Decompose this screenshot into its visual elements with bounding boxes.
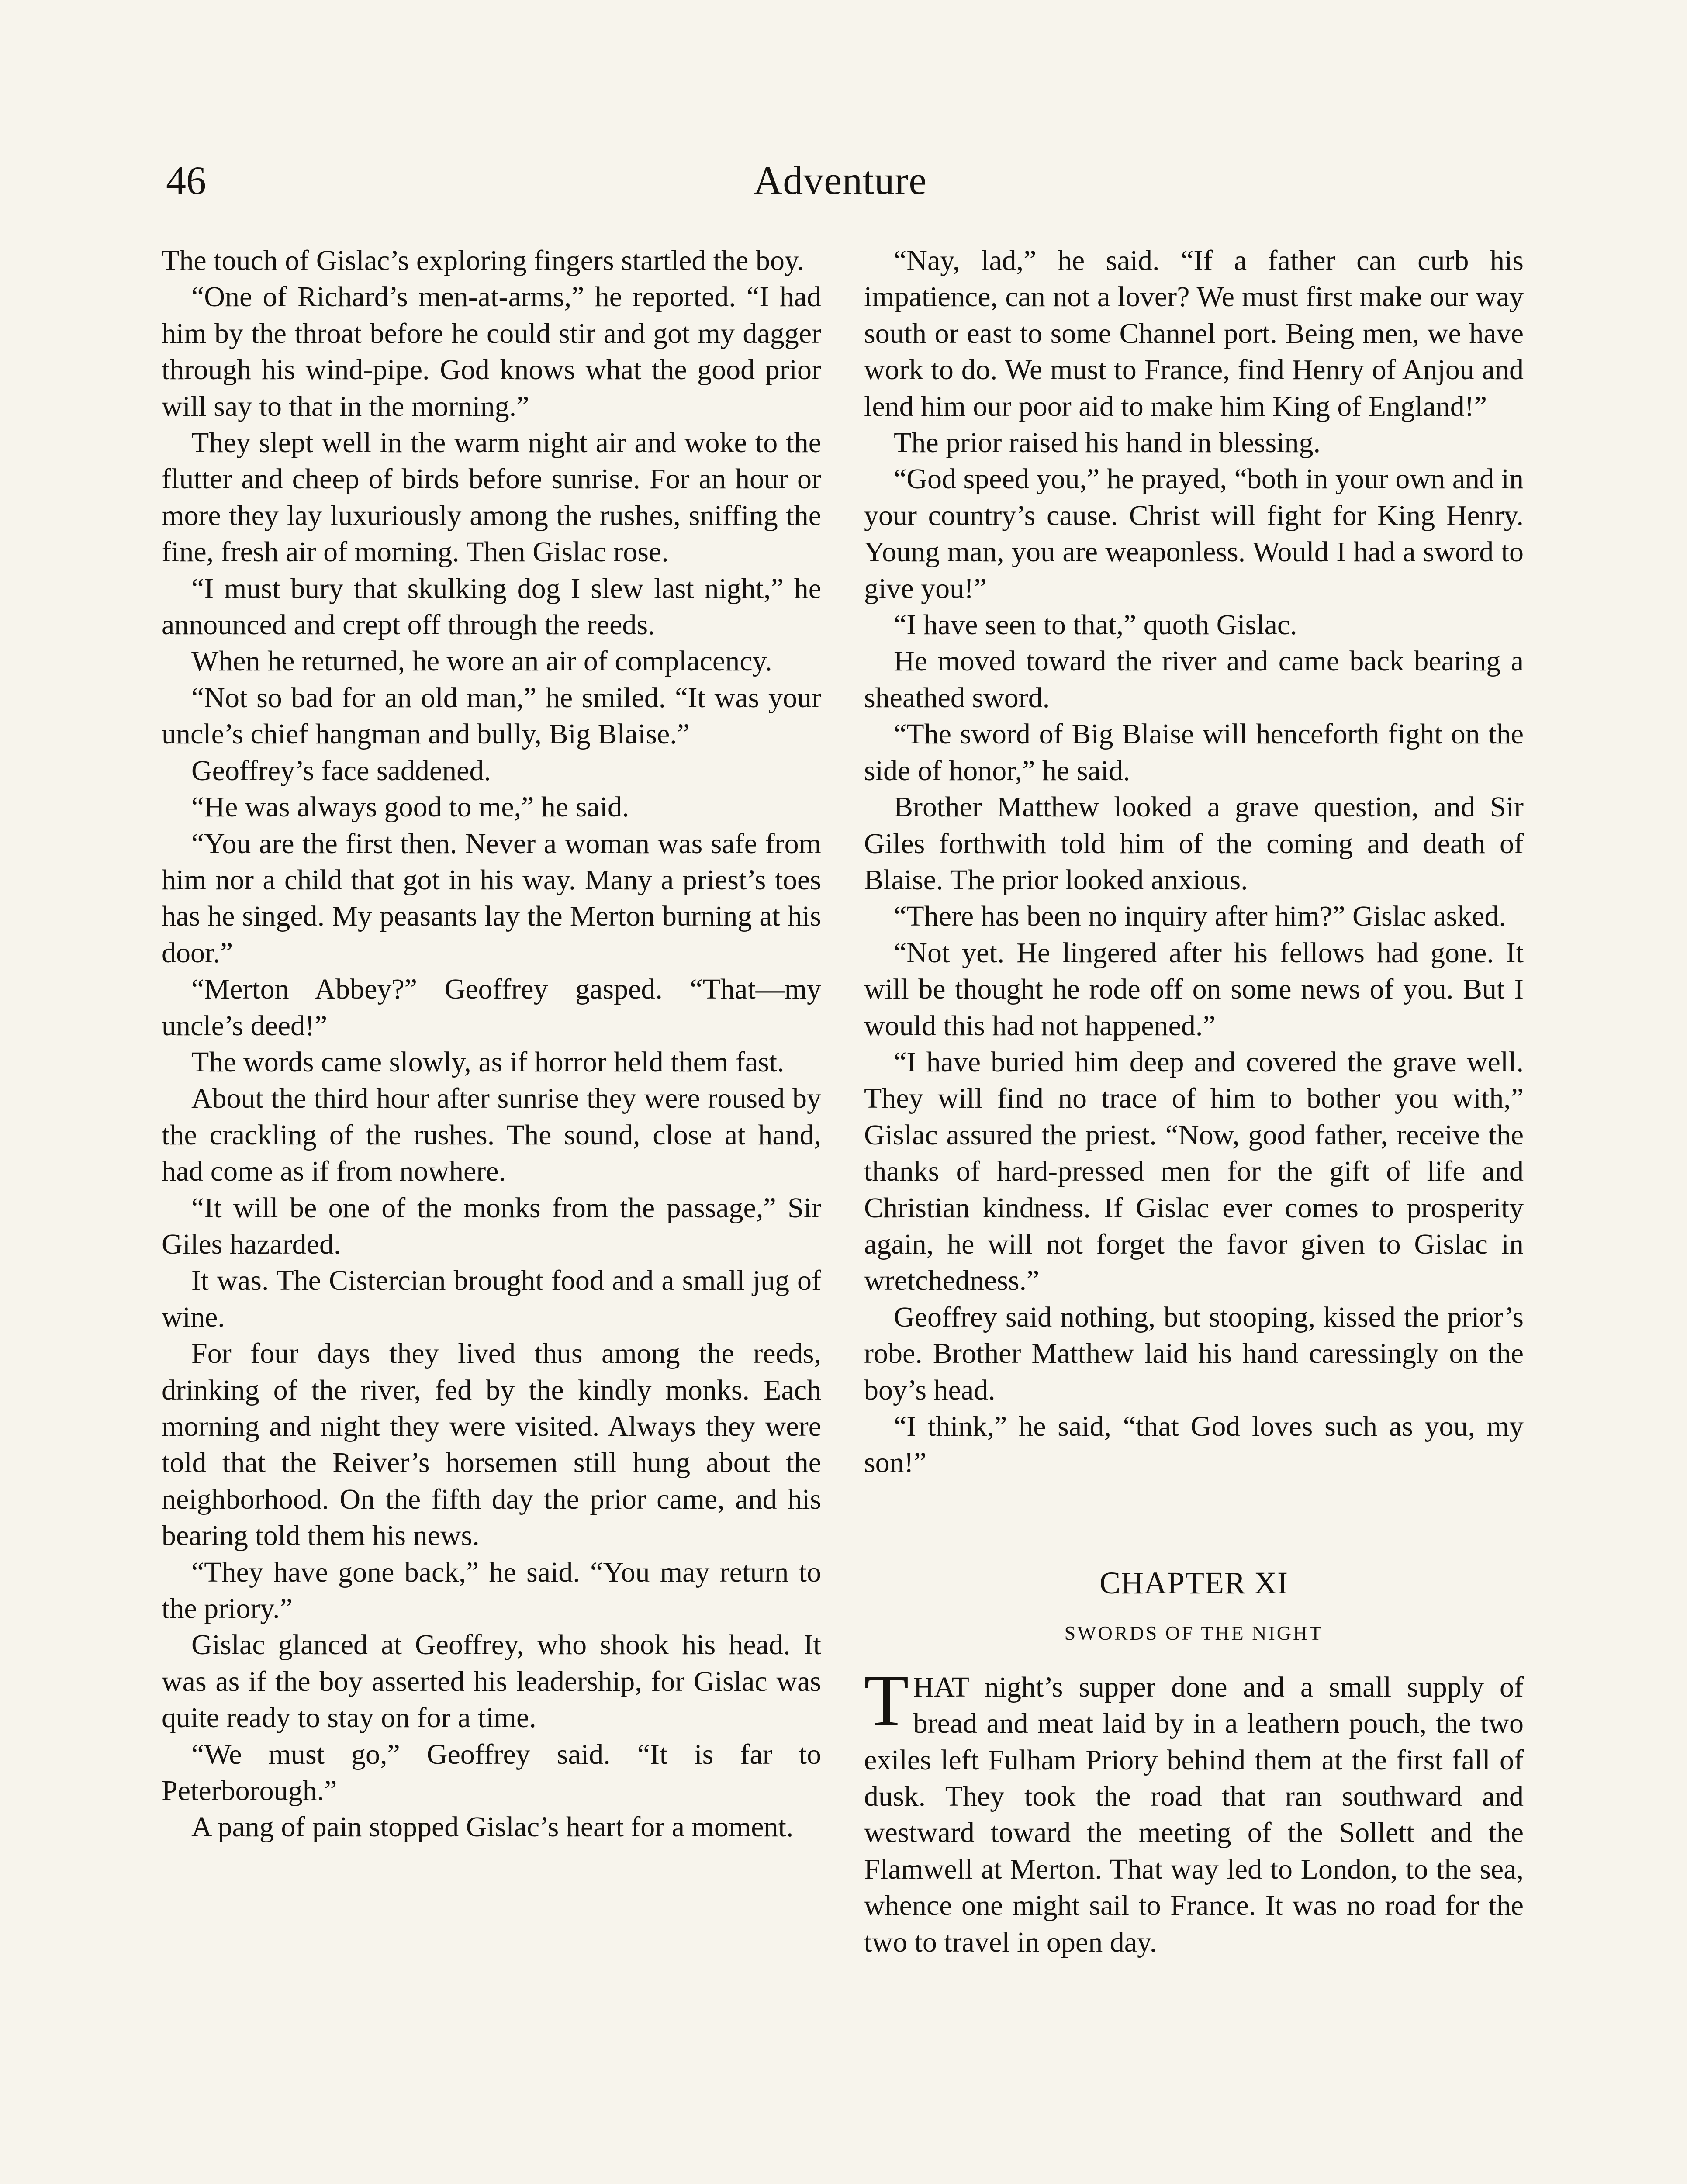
chapter-opening bbox=[864, 1659, 1524, 1960]
paragraph: “You are the first then. Never a woman was safe from him nor a child that got in his way. Many a priest’s toes has he singed. My peasants lay the Merton burning at his door.” bbox=[162, 827, 821, 969]
paragraph: “It will be one of the monks from the passage,” Sir Giles hazarded. bbox=[162, 1192, 821, 1260]
paragraph: “I have seen to that,” quoth Gislac. bbox=[894, 609, 1297, 641]
right-column bbox=[864, 242, 1524, 1960]
paragraph: “One of Richard’s men-at-arms,” he reported. “I had him by the throat before he could stir and got my dagger through his wind-pipe. God knows what the good prior will say to that in the morning.” bbox=[162, 281, 821, 422]
page-header bbox=[166, 149, 1514, 218]
paragraph: “Not so bad for an old man,” he smiled. “It was your uncle’s chief hangman and bully, Big Blaise.” bbox=[162, 681, 821, 750]
chapter-subtitle: SWORDS OF THE NIGHT bbox=[1064, 1621, 1324, 1644]
paragraph: The touch of Gislac’s exploring fingers startled the boy. bbox=[162, 245, 805, 276]
paragraph: “God speed you,” he prayed, “both in your own and in your country’s cause. Christ will fight for King Henry. Young man, you are weaponless. Would I had a sword to give you!” bbox=[864, 463, 1524, 605]
paragraph: “Merton Abbey?” Geoffrey gasped. “That—my uncle’s deed!” bbox=[162, 973, 821, 1042]
paragraph: A pang of pain stopped Gislac’s heart for a moment. bbox=[191, 1811, 794, 1843]
paragraph: He moved toward the river and came back bearing a sheathed sword. bbox=[864, 645, 1524, 714]
paragraph: “I have buried him deep and covered the grave well. They will find no trace of him to bother you with,” Gislac assured the priest. “Now, good father, receive the thanks of hard-pressed men for the gift of life and Christian kindness. If Gislac ever comes to prosperity again, he will not forget the favor given to Gislac in wretchedness.” bbox=[864, 1046, 1524, 1297]
paragraph: It was. The Cistercian brought food and a small jug of wine. bbox=[162, 1265, 821, 1333]
paragraph: Gislac glanced at Geoffrey, who shook his head. It was as if the boy asserted his leadership, for Gislac was quite ready to stay on for a time. bbox=[162, 1629, 821, 1734]
paragraph: “There has been no inquiry after him?” Gislac asked. bbox=[894, 900, 1506, 933]
chapter-title: CHAPTER XI bbox=[1099, 1565, 1288, 1600]
paragraph: Geoffrey said nothing, but stooping, kissed the prior’s robe. Brother Matthew laid his hand caressingly on the boy’s head. bbox=[864, 1301, 1524, 1406]
paragraph: They slept well in the warm night air and woke to the flutter and cheep of birds before sunrise. For an hour or more they lay luxuriously among the rushes, sniffing the fine, fresh air of morning. Then Gislac rose. bbox=[162, 427, 821, 568]
paragraph: “They have gone back,” he said. “You may return to the priory.” bbox=[162, 1556, 821, 1625]
paragraph: Geoffrey’s face saddened. bbox=[191, 754, 491, 787]
drop-cap: T bbox=[864, 1659, 909, 1741]
chapter-opening-text: HAT night’s supper done and a small supply of bread and meat laid by in a leathern pouch, the two exiles left Fulham Priory behind them at the first fall of dusk. They took the road that ran southward and westward toward the meeting of the Sollett and the Flamwell at Merton. That way led to London, to the sea, whence one might sail to France. It was no road for the two to travel in open day. bbox=[864, 1671, 1524, 1958]
running-title: Adventure bbox=[753, 158, 927, 203]
paragraph: “Not yet. He lingered after his fellows had gone. It will be thought he rode off on some news of you. But I would this had not happened.” bbox=[864, 936, 1524, 1042]
paragraph: When he returned, he wore an air of complacency. bbox=[191, 645, 772, 677]
paragraph: “We must go,” Geoffrey said. “It is far to Peterborough.” bbox=[162, 1738, 821, 1807]
paragraph: The words came slowly, as if horror held them fast. bbox=[191, 1046, 785, 1078]
paragraph: “The sword of Big Blaise will henceforth fight on the side of honor,” he said. bbox=[864, 718, 1524, 787]
paragraph: The prior raised his hand in blessing. bbox=[894, 427, 1321, 459]
paragraph: About the third hour after sunrise they were roused by the crackling of the rushes. The sound, close at hand, had come as if from nowhere. bbox=[162, 1082, 821, 1188]
paragraph: Brother Matthew looked a grave question, and Sir Giles forthwith told him of the coming and death of Blaise. The prior looked anxious. bbox=[864, 791, 1524, 896]
paragraph: “He was always good to me,” he said. bbox=[191, 791, 629, 823]
paragraph: “Nay, lad,” he said. “If a father can curb his impatience, can not a lover? We must first make our way south or east to some Channel port. Being men, we have work to do. We must to France, find Henry of Anjou and lend him our poor aid to make him King of England!” bbox=[864, 245, 1524, 422]
paragraph: “I think,” he said, “that God loves such as you, my son!” bbox=[864, 1410, 1524, 1479]
left-column bbox=[162, 242, 821, 1845]
paragraph: For four days they lived thus among the reeds, drinking of the river, fed by the kindly monks. Each morning and night they were visited. Always they were told that the Reiver’s horsemen still hung about the neighborhood. On the fifth day the prior came, and his bearing told them his news. bbox=[162, 1337, 821, 1552]
page-number: 46 bbox=[166, 158, 206, 203]
paragraph: “I must bury that skulking dog I slew last night,” he announced and crept off through the reeds. bbox=[162, 572, 821, 641]
